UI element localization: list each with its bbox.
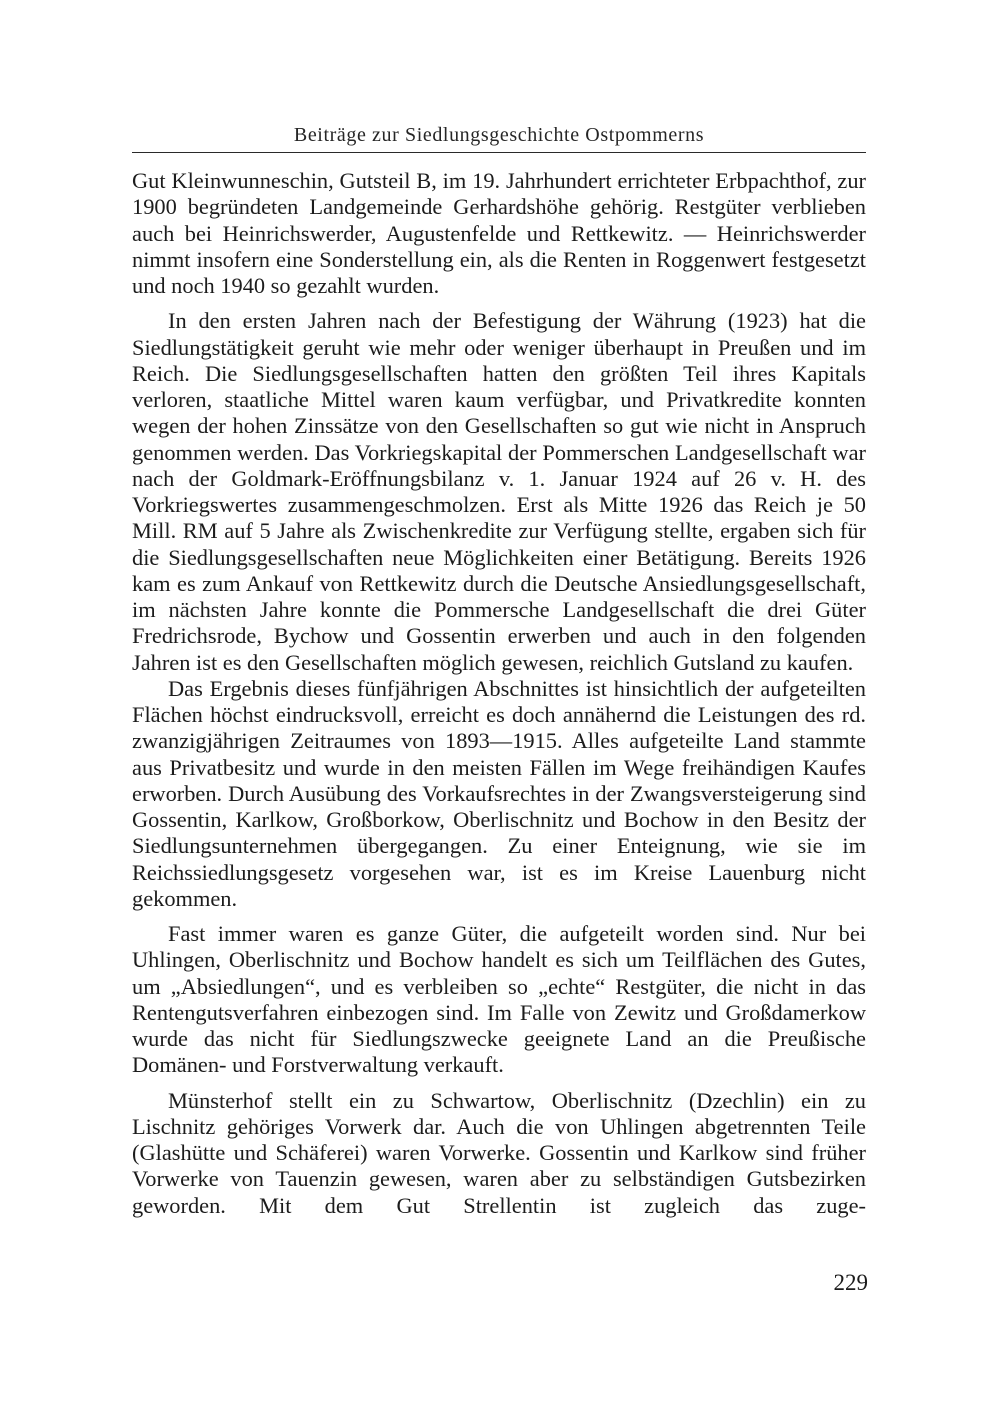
running-header: Beiträge zur Siedlungsgeschichte Ostpommerns	[293, 124, 705, 146]
page-number: 229	[833, 1270, 868, 1295]
paragraph-1: Gut Kleinwunneschin, Gutsteil B, im 19. Jahrhundert errichteter Erbpachthof, zur 1900 begründeten Landgemeinde Gerhardshöhe gehörig. Restgüter verblieben auch bei Heinrichswerder, Augustenfelde und Rettkewitz. — Heinrichswerder nimmt insofern eine Sonderstellung ein, als die Renten in Roggenwert festgesetzt und noch 1940 so gezahlt wurden.	[132, 168, 866, 298]
paragraph-4: Fast immer waren es ganze Güter, die aufgeteilt worden sind. Nur bei Uhlingen, Oberlischnitz und Bochow handelt es sich um Teilflächen des Gutes, um „Absiedlungen“, und es verbleiben so „echte“ Restgüter, die nicht in das Rentengutsverfahren einbezogen sind. Im Falle von Zewitz und Großdamerkow wurde das nicht für Siedlungszwecke geeignete Land an die Preußische Domänen- und Forstverwaltung verkauft.	[132, 921, 866, 1078]
paragraph-3: Das Ergebnis dieses fünfjährigen Abschnittes ist hinsichtlich der aufgeteilten Flächen höchst eindrucksvoll, erreicht es doch annähernd die Leistungen des rd. zwanzigjährigen Zeitraumes von 1893—1915. Alles aufgeteilte Land stammte aus Privatbesitz und wurde in den meisten Fällen im Wege freihändigen Kaufes erworben. Durch Ausübung des Vorkaufsrechtes in der Zwangsversteigerung sind Gossentin, Karlkow, Großborkow, Oberlischnitz und Bochow in den Besitz der Siedlungsunternehmen übergegangen. Zu einer Enteignung, wie sie im Reichssiedlungsgesetz vorgesehen war, ist es im Kreise Lauenburg nicht gekommen.	[132, 675, 866, 911]
body-text	[132, 168, 866, 1219]
paragraph-5: Münsterhof stellt ein zu Schwartow, Oberlischnitz (Dzechlin) ein zu Lischnitz gehöriges Vorwerk dar. Auch die von Uhlingen abgetrennten Teile (Glashütte und Schäferei) waren Vorwerke. Gossentin und Karlkow sind früher Vorwerke von Tauenzin gewesen, waren aber zu selbständigen Gutsbezirken geworden. Mit dem Gut Strellentin ist zugleich das zuge-	[132, 1087, 866, 1218]
header-rule	[132, 152, 866, 153]
paragraph-2: In den ersten Jahren nach der Befestigung der Währung (1923) hat die Siedlungstätigkeit geruht wie mehr oder weniger überhaupt in Preußen und im Reich. Die Siedlungsgesellschaften hatten den größten Teil ihres Kapitals verloren, staatliche Mittel waren kaum verfügbar, und Privatkredite konnten wegen der hohen Zinssätze von den Gesellschaften so gut wie nicht in Anspruch genommen werden. Das Vorkriegskapital der Pommerschen Landgesellschaft war nach der Goldmark-Eröffnungsbilanz v. 1. Januar 1924 auf 26 v. H. des Vorkriegswertes zusammengeschmolzen. Erst als Mitte 1926 das Reich je 50 Mill. RM auf 5 Jahre als Zwischenkredite zur Verfügung stellte, ergaben sich für die Siedlungsgesellschaften neue Möglichkeiten einer Betätigung. Bereits 1926 kam es zum Ankauf von Rettkewitz durch die Deutsche Ansiedlungsgesellschaft, im nächsten Jahre konnte die Pommersche Landgesellschaft die drei Güter Fredrichsrode, Bychow und Gossentin erwerben und auch in den folgenden Jahren ist es den Gesellschaften möglich gewesen, reichlich Gutsland zu kaufen.	[132, 308, 866, 675]
